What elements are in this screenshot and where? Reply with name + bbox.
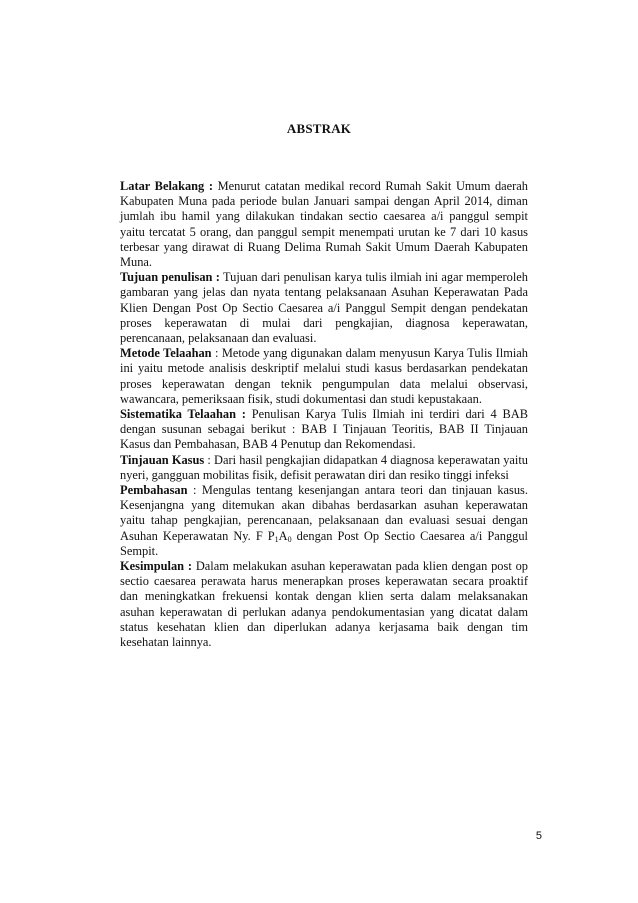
subscript: 1 xyxy=(274,534,279,544)
section-heading: Pembahasan xyxy=(120,483,188,498)
section-heading: Tujuan penulisan : xyxy=(120,270,220,285)
section-heading: Latar Belakang : xyxy=(120,179,214,193)
section-text: Menurut catatan medikal record Rumah Sakit Umum daerah Kabupaten Muna pada periode bulan Januari sampai dengan April 2014, diman jumlah ibu hamil yang dilakukan tindakan sectio caesarea a/i panggul sempit yaitu tercatat 5 orang, dan panggul sempit menempati urutan ke 7 dari 10 kasus terbesar yang dirawat di Ruang Delima Rumah Sakit Umum Daerah Kabupaten Muna. xyxy=(120,179,529,270)
section-heading: Kesimpulan : xyxy=(120,559,193,574)
section-heading: Tinjauan Kasus xyxy=(120,452,205,467)
section-sistematika-telaahan xyxy=(120,407,528,453)
section-text-mid: A xyxy=(278,528,288,543)
page-number: 5 xyxy=(535,830,542,842)
section-tujuan-penulisan xyxy=(120,270,528,346)
section-heading: Metode Telaahan xyxy=(120,346,212,361)
page-title: ABSTRAK xyxy=(286,121,352,136)
section-tinjauan-kasus xyxy=(120,453,528,483)
subscript: 0 xyxy=(287,534,292,544)
section-latar-belakang xyxy=(120,179,528,270)
section-text: Dalam melakukan asuhan keperawatan pada klien dengan post op sectio caesarea perawata harus menerapkan proses keperawatan secara proaktif dan meningkatkan frekuensi kontak dengan klien serta dalam melaksanakan asuhan keperawatan di perlukan adanya pendokumentasian yang dicatat dalam status kesehatan klien dan diperlukan adanya kerjasama baik dengan tim kesehatan lainnya. xyxy=(120,559,528,650)
section-kesimpulan xyxy=(120,559,528,650)
section-text: : Metode yang digunakan dalam menyusun Karya Tulis Ilmiah ini yaitu metode analisis deskriptif melalui studi kasus berdasarkan pendekatan proses keperawatan dengan teknik pengumpulan data melalui observasi, wawancara, pemeriksaan fisik, studi dokumentasi dan studi kepustakaan. xyxy=(120,346,528,406)
section-text: Tujuan dari penulisan karya tulis ilmiah ini agar memperoleh gambaran yang jelas dan nyata tentang pelaksanaan Asuhan Keperawatan Pada Klien Dengan Post Op Sectio Caesarea a/i Panggul Sempit dengan pendekatan proses keperawatan di mulai dari pengkajian, diagnosa keperawatan, perencanaan, pelaksanaan dan evaluasi. xyxy=(120,270,529,346)
abstract-body xyxy=(120,179,528,650)
section-heading: Sistematika Telaahan : xyxy=(120,407,246,422)
section-text: : Dari hasil pengkajian didapatkan 4 diagnosa keperawatan yaitu nyeri, gangguan mobilitas fisik, defisit perawatan diri dan resiko tinggi infeksi xyxy=(120,452,528,482)
section-text: : Mengulas tentang kesenjangan antara teori dan tinjauan kasus. Kesenjangna yang ditemukan akan dibahas berdasarkan asuhan keperawatan yaitu tahap pengkajian, perencanaan, pelaksanaan dan evaluasi sesuai dengan Asuhan Keperawatan Ny. F P xyxy=(120,483,528,543)
section-text-tail: dengan Post Op Sectio Caesarea a/i Panggul Sempit. xyxy=(120,528,528,558)
section-pembahasan xyxy=(120,483,528,559)
section-metode-telaahan xyxy=(120,346,528,407)
section-text: Penulisan Karya Tulis Ilmiah ini terdiri dari 4 BAB dengan susunan sebagai berikut : BAB I Tinjauan Teoritis, BAB II Tinjauan Kasus dan Pembahasan, BAB 4 Penutup dan Rekomendasi. xyxy=(120,407,528,452)
